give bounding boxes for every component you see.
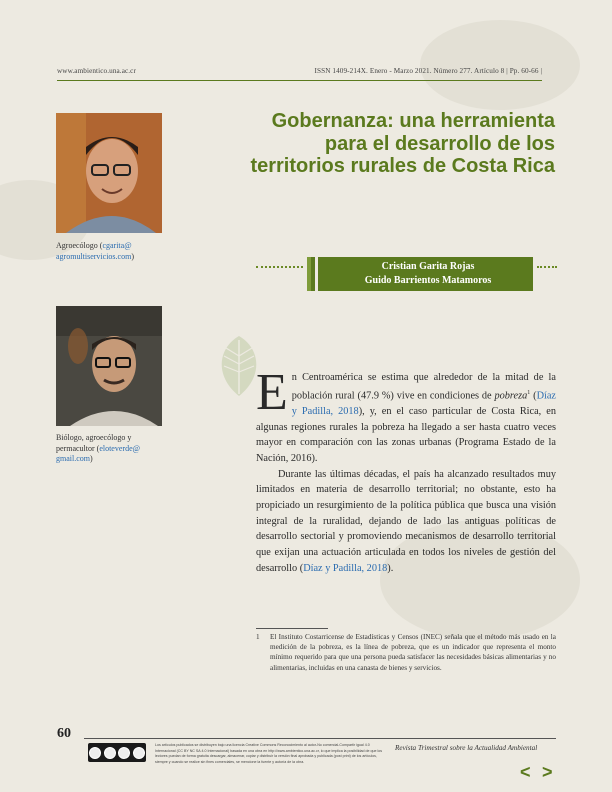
background-texture [420, 20, 580, 110]
cc-license-icon[interactable] [88, 743, 146, 762]
author-name-2: Guido Barrientos Matamoros [364, 275, 492, 286]
author-email-1[interactable]: cgarita@ agromultiservicios.com [56, 241, 132, 261]
license-text: Los artículos publicados se distribuyen bajo una licencia Creative Commons Reconocimiento al autor-No comercial-Compartir igual 4.0 Internacional (CC BY NC SA 4.0 Internacional) basada en una obra en http://www.ambientico.una.ac.cr, lo que implica la posibilidad de que los lectores puedan de forma gratuita descargar, almacenar, copiar y distribuir la versión final aprobada y publicada (post print) de los artículos, siempre y cuando se realice sin fines comerciales, se mencione la fuente y autoría de la obra. [155, 743, 383, 764]
paragraph-text: ). [387, 562, 394, 574]
drop-cap: E [256, 364, 288, 421]
caption-text: Biólogo, agroecólogo y permacultor ( [56, 433, 132, 453]
paragraph-text: Durante las últimas décadas, el país ha alcanzado resultados muy limitados en materia de desarrollo territorial; no obstante, esto ha propiciado un resurgimiento de la política pública que busca una visión integral de la ruralidad, dejando de lado las antiguas políticas de desarrollo sectorial y promoviendo mecanismos de desarrollo territorial que exijan una actuación articulada en todos los niveles de gestión del desarrollo ( [256, 468, 556, 574]
article-title: Gobernanza: una herramienta para el desarrollo de los territorios rurales de Costa Rica [250, 110, 555, 177]
running-header [57, 67, 542, 79]
next-page-button[interactable]: > [542, 762, 553, 782]
footnote-number: 1 [256, 633, 260, 641]
prev-page-button[interactable]: < [520, 762, 531, 782]
sa-icon [133, 747, 145, 759]
caption-text: ) [90, 454, 93, 463]
footnote-divider [256, 628, 328, 629]
paragraph-1: En Centroamérica se estima que alrededor de la mitad de la población rural (47.9 %) vive en condiciones de pobreza$^1$ (Díaz y Padilla, 2018), y, en el caso particular de Costa Rica, en algunas regiones rurales la pobreza ha llegado a ser hasta cuatro veces mayor en comparación con las zonas urbanas (Programa Estado de la Nación, 2016). [256, 364, 556, 464]
caption-text: Agroecólogo ( [56, 241, 103, 250]
dotted-rule-right [537, 266, 557, 268]
nc-icon [118, 747, 130, 759]
by-icon [104, 747, 116, 759]
issn-info: ISSN 1409-214X. Enero - Marzo 2021. Número 277. Artículo 8 | Pp. 60-66 | [314, 67, 542, 75]
citation-link[interactable]: Díaz y Padilla, 2018 [291, 390, 556, 417]
caption-text: ) [131, 251, 134, 261]
page-number: 60 [57, 726, 71, 741]
paragraph-2 [256, 467, 556, 577]
author-email-2[interactable]: eloteverde@ gmail.com [56, 443, 140, 463]
cc-icon [89, 747, 101, 759]
emphasis-text: pobreza [494, 390, 528, 402]
website-link[interactable]: www.ambientico.una.ac.cr [57, 67, 136, 75]
paragraph-text: n Centroamérica se estima que alrededor de la mitad de la población rural (47.9 %) vive en condiciones de [291, 372, 556, 402]
footer-divider [84, 738, 556, 739]
author-photo-1 [56, 113, 162, 233]
author-caption-1 [56, 241, 166, 262]
footnote-ref[interactable]: 1 [527, 389, 531, 396]
citation-link[interactable]: Díaz y Padilla, 2018 [303, 562, 388, 574]
author-photo-2 [56, 306, 162, 426]
dotted-rule-left [256, 266, 303, 268]
banner-stripe [315, 257, 318, 291]
header-divider [57, 80, 542, 81]
author-names [323, 260, 533, 288]
author-caption-2 [56, 433, 166, 465]
footnote-text: El Instituto Costarricense de Estadísticas y Censos (INEC) señala que el método más usado en la medición de la pobreza, es la línea de pobreza, que es un indicador que representa el monto mínimo requerido para que una persona pueda satisfacer las necesidades básicas alimentarias y no alimentarias, incluidas en una canasta de bienes y servicios. [270, 633, 556, 672]
author-name-1: Cristian Garita Rojas [381, 261, 475, 272]
paragraph-text: ), y, en el caso particular de Costa Rica, en algunas regiones rurales la pobreza ha llegado a ser hasta cuatro veces mayor en comparación con las zonas urbanas (Programa Estado de la Nación, 2016). [256, 405, 556, 464]
footnote [256, 632, 556, 673]
author-banner [307, 257, 533, 291]
journal-name: Revista Trimestral sobre la Actualidad Ambiental [395, 744, 538, 752]
article-body [256, 364, 556, 577]
